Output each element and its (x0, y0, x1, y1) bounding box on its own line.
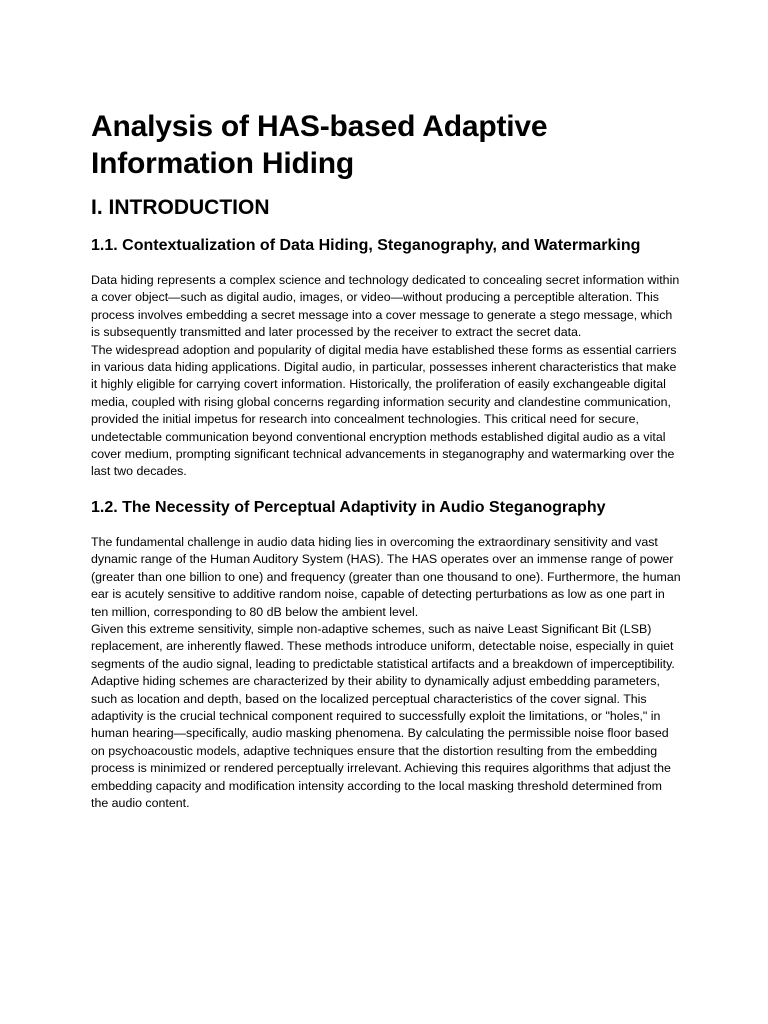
paragraph: The widespread adoption and popularity of digital media have established these forms as essential carriers in various data hiding applications. Digital audio, in particular, possesses inherent characteristics that make it highly eligible for carrying covert information. Historically, the proliferation of easily exchangeable digital media, coupled with rising global concerns regarding information security and clandestine communication, provided the initial impetus for research into concealment technologies. This critical need for secure, undetectable communication beyond conventional encryption methods established digital audio as a vital cover medium, prompting significant technical advancements in steganography and watermarking over the last two decades. (91, 342, 677, 479)
subsection-heading-2: 1.2. The Necessity of Perceptual Adaptivity in Audio Steganography (91, 498, 606, 516)
paragraph: Data hiding represents a complex science and technology dedicated to concealing secret information within a cover object—such as digital audio, images, or video—without producing a perceptible alteration. This process involves embedding a secret message into a cover message to generate a stego message, which is subsequently transmitted and later processed by the receiver to extract the secret data. (91, 273, 680, 340)
section-heading: I. INTRODUCTION (91, 196, 270, 219)
document-page (91, 108, 681, 812)
document-title: Analysis of HAS-based Adaptive Information Hiding (91, 110, 548, 180)
paragraph: Given this extreme sensitivity, simple non-adaptive schemes, such as naive Least Significant Bit (LSB) replacement, are inherently flawed. These methods introduce uniform, detectable noise, especially in quiet segments of the audio signal, leading to predictable statistical artifacts and a breakdown of imperceptibility. Adaptive hiding schemes are characterized by their ability to dynamically adjust embedding parameters, such as location and depth, based on the localized perceptual characteristics of the cover signal. This adaptivity is the crucial technical component required to successfully exploit the limitations, or "holes," in human hearing—specifically, audio masking phenomena. By calculating the permissible noise floor based on psychoacoustic models, adaptive techniques ensure that the distortion resulting from the embedding process is minimized or rendered perceptually irrelevant. Achieving this requires algorithms that adjust the embedding capacity and modification intensity according to the local masking threshold determined from the audio content. (91, 621, 675, 810)
subsection-heading-1: 1.1. Contextualization of Data Hiding, Steganography, and Watermarking (91, 237, 641, 254)
paragraph: The fundamental challenge in audio data hiding lies in overcoming the extraordinary sensitivity and vast dynamic range of the Human Auditory System (HAS). The HAS operates over an immense range of power (greater than one billion to one) and frequency (greater than one thousand to one). Furthermore, the human ear is acutely sensitive to additive random noise, capable of detecting perturbations as low as one part in ten million, corresponding to 80 dB below the ambient level. (91, 534, 681, 619)
